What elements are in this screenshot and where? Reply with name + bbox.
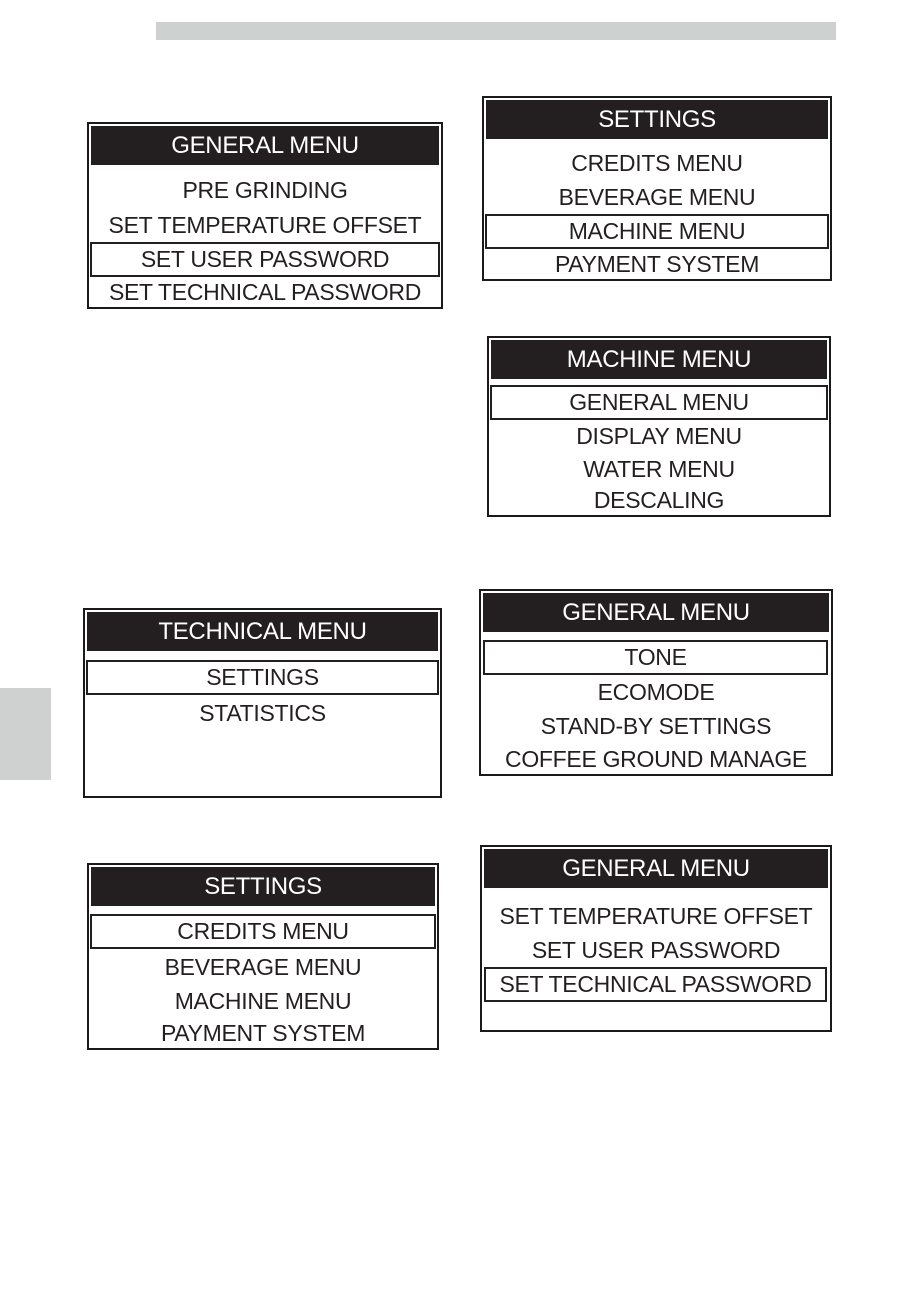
menu-item-tone[interactable]: TONE — [483, 640, 828, 675]
screen-title: GENERAL MENU — [91, 126, 439, 165]
menu-item-stand-by-settings[interactable]: STAND-BY SETTINGS — [540, 713, 772, 739]
menu-item-beverage-menu[interactable]: BEVERAGE MENU — [558, 184, 756, 210]
menu-item-coffee-ground-manage[interactable]: COFFEE GROUND MANAGE — [505, 746, 807, 772]
menu-item-statistics[interactable]: STATISTICS — [199, 700, 326, 726]
menu-item-set-technical-password[interactable]: SET TECHNICAL PASSWORD — [108, 279, 422, 305]
general-menu-screen-3 — [480, 845, 832, 1032]
menu-item-water-menu[interactable]: WATER MENU — [583, 456, 735, 482]
menu-item-beverage-menu[interactable]: BEVERAGE MENU — [164, 954, 362, 980]
general-menu-screen-1 — [87, 122, 443, 309]
screen-title: MACHINE MENU — [491, 340, 827, 379]
menu-item-machine-menu[interactable]: MACHINE MENU — [485, 214, 829, 249]
menu-item-payment-system[interactable]: PAYMENT SYSTEM — [554, 251, 760, 277]
screen-title: GENERAL MENU — [483, 593, 829, 632]
menu-item-display-menu[interactable]: DISPLAY MENU — [576, 423, 742, 449]
general-menu-screen-2 — [479, 589, 833, 776]
menu-item-settings[interactable]: SETTINGS — [86, 660, 439, 695]
screen-title: SETTINGS — [91, 867, 435, 906]
menu-item-payment-system[interactable]: PAYMENT SYSTEM — [160, 1020, 366, 1046]
menu-item-descaling[interactable]: DESCALING — [593, 487, 725, 513]
screen-title: TECHNICAL MENU — [87, 612, 438, 651]
menu-item-set-temperature-offset[interactable]: SET TEMPERATURE OFFSET — [499, 903, 813, 929]
menu-item-set-user-password[interactable]: SET USER PASSWORD — [90, 242, 440, 277]
menu-item-general-menu[interactable]: GENERAL MENU — [490, 385, 828, 420]
settings-screen-2 — [87, 863, 439, 1050]
menu-item-ecomode[interactable]: ECOMODE — [597, 679, 715, 705]
menu-item-machine-menu[interactable]: MACHINE MENU — [174, 988, 352, 1014]
page-header-bar — [156, 22, 836, 40]
settings-screen-1 — [482, 96, 832, 281]
menu-item-credits-menu[interactable]: CREDITS MENU — [90, 914, 436, 949]
menu-item-set-technical-password[interactable]: SET TECHNICAL PASSWORD — [484, 967, 827, 1002]
technical-menu-screen — [83, 608, 442, 798]
menu-item-set-user-password[interactable]: SET USER PASSWORD — [531, 937, 781, 963]
screen-title: SETTINGS — [486, 100, 828, 139]
menu-item-set-temperature-offset[interactable]: SET TEMPERATURE OFFSET — [108, 212, 422, 238]
menu-item-pre-grinding[interactable]: PRE GRINDING — [182, 177, 348, 203]
section-side-tab — [0, 688, 51, 780]
screen-title: GENERAL MENU — [484, 849, 828, 888]
menu-item-credits-menu[interactable]: CREDITS MENU — [571, 150, 743, 176]
machine-menu-screen — [487, 336, 831, 517]
